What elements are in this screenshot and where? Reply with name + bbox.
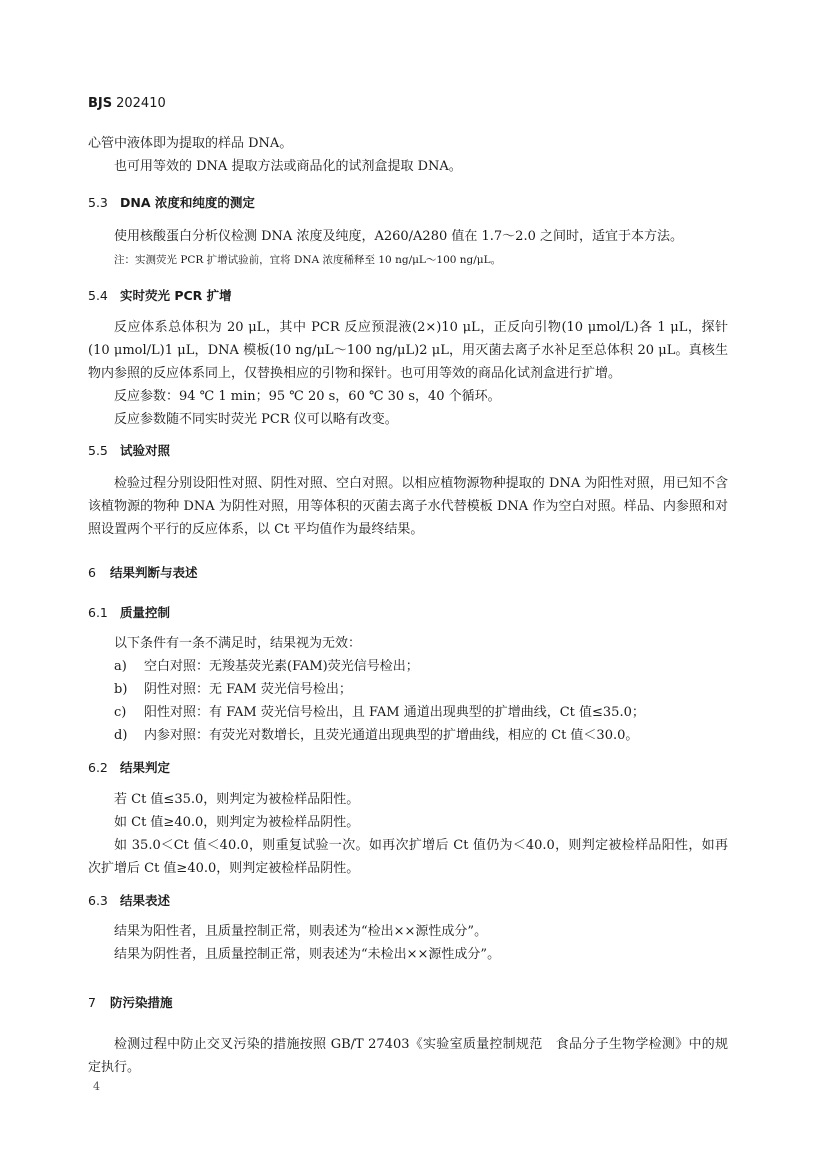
list-text: 阴性对照：无 FAM 荧光信号检出； [144, 682, 352, 697]
section-title: 质量控制 [120, 605, 171, 620]
s55-body: 检验过程分别设阳性对照、阴性对照、空白对照。以相应植物源物种提取的 DNA 为阳性对照，用已知不含该植物源的物种 DNA 为阴性对照，用等体积的灭菌去离子水代替模板 DNA 作为空白对照。样品、内参照和对照设置两个平行的反应体系，以 Ct 平均值作为最终结果。 [88, 476, 728, 537]
section-title: 实时荧光 PCR 扩增 [120, 288, 232, 303]
s53-body: 使用核酸蛋白分析仪检测 DNA 浓度及纯度，A260/A280 值在 1.7～2.0 之间时，适宜于本方法。 [114, 229, 683, 244]
section-5-5-heading [88, 441, 170, 459]
doc-prefix: BJS [88, 96, 113, 111]
section-number: 6 [88, 565, 96, 580]
section-5-4-heading [88, 286, 232, 304]
list-text: 内参对照：有荧光对数增长，且荧光通道出现典型的扩增曲线，相应的 Ct 值＜30.0。 [144, 728, 639, 743]
section-title: 试验对照 [120, 443, 171, 458]
s54-body: 反应体系总体积为 20 μL，其中 PCR 反应预混液(2×)10 μL，正反向引物(10 μmol/L)各 1 μL，探针(10 μmol/L)1 μL，DNA 模板(10 ng/μL～100 ng/μL)2 μL，用灭菌去离子水补足至总体积 20 μL。真核生物内参照的反应体系同上，仅替换相应的引物和探针。也可用等效的商品化试剂盒进行扩增。 [88, 320, 728, 381]
list-text: 阳性对照：有 FAM 荧光信号检出，且 FAM 通道出现典型的扩增曲线，Ct 值≤35.0； [144, 705, 645, 720]
section-title: 结果判断与表述 [110, 565, 198, 580]
section-number: 5.5 [88, 443, 108, 458]
section-title: DNA 浓度和纯度的测定 [120, 195, 255, 210]
section-number: 5.4 [88, 288, 108, 303]
section-6-heading [88, 563, 198, 581]
s62-line2: 如 Ct 值≥40.0，则判定为被检样品阴性。 [114, 815, 360, 830]
section-number: 6.3 [88, 893, 108, 908]
section-title: 结果判定 [120, 760, 171, 775]
s53-note: 注：实测荧光 PCR 扩增试验前，宜将 DNA 浓度稀释至 10 ng/μL～100 ng/μL。 [114, 254, 502, 266]
s54-params: 反应参数：94 ℃ 1 min；95 ℃ 20 s，60 ℃ 30 s，40 个循环。 [114, 389, 501, 404]
section-number: 6.1 [88, 605, 108, 620]
s62-line3: 如 35.0＜Ct 值＜40.0，则重复试验一次。如再次扩增后 Ct 值仍为＜40.0，则判定被检样品阳性，如再次扩增后 Ct 值≥40.0，则判定被检样品阴性。 [88, 838, 728, 876]
section-6-2-heading [88, 758, 170, 776]
s63-line2: 结果为阴性者，且质量控制正常，则表述为“未检出××源性成分”。 [114, 947, 501, 962]
page-number: 4 [93, 1080, 100, 1093]
section-7-heading [88, 993, 173, 1011]
s54-params-note: 反应参数随不同实时荧光 PCR 仪可以略有改变。 [114, 412, 398, 427]
s52-line2: 也可用等效的 DNA 提取方法或商品化的试剂盒提取 DNA。 [114, 159, 462, 174]
doc-number: 202410 [116, 96, 166, 111]
section-number: 6.2 [88, 760, 108, 775]
section-title: 防污染措施 [110, 995, 173, 1010]
s7-body: 检测过程中防止交叉污染的措施按照 GB/T 27403《实验室质量控制规范 食品分子生物学检测》中的规定执行。 [88, 1037, 728, 1075]
section-number: 5.3 [88, 195, 108, 210]
section-6-1-heading [88, 603, 170, 621]
list-text: 空白对照：无羧基荧光素(FAM)荧光信号检出； [144, 659, 419, 674]
list-item [114, 701, 645, 720]
list-marker: d) [114, 728, 128, 743]
section-number: 7 [88, 995, 96, 1010]
list-item [114, 655, 419, 674]
s63-line1: 结果为阳性者，且质量控制正常，则表述为“检出××源性成分”。 [114, 924, 488, 939]
list-item [114, 678, 352, 697]
s52-line1: 心管中液体即为提取的样品 DNA。 [88, 136, 293, 151]
section-title: 结果表述 [120, 893, 171, 908]
list-marker: b) [114, 682, 128, 697]
list-item [114, 724, 638, 743]
list-marker: a) [114, 659, 127, 674]
section-6-3-heading [88, 891, 170, 909]
s62-line1: 若 Ct 值≤35.0，则判定为被检样品阳性。 [114, 792, 360, 807]
s61-intro: 以下条件有一条不满足时，结果视为无效： [114, 636, 362, 651]
section-5-3-heading [88, 193, 255, 211]
document-id [88, 96, 166, 111]
list-marker: c) [114, 705, 127, 720]
